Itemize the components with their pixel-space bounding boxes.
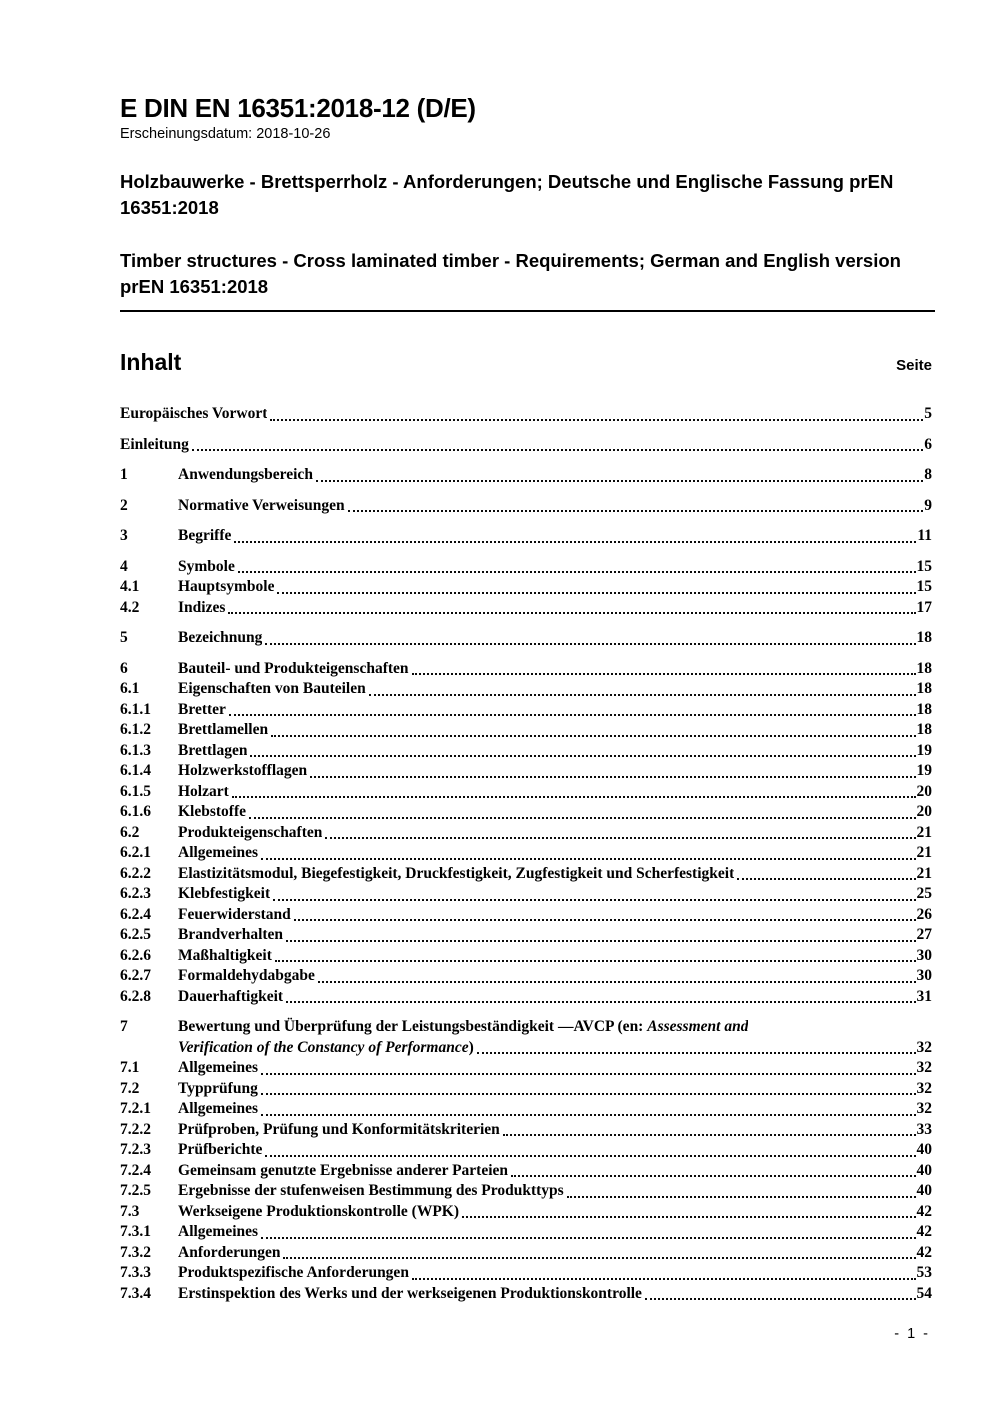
toc-entry-label: Feuerwiderstand [178,905,291,923]
toc-entry [120,864,932,885]
toc-entry [120,1263,932,1284]
toc [120,404,932,1304]
toc-dot-leader [261,1093,916,1095]
toc-page-number: 19 [916,762,932,779]
toc-entry-number: 4 [120,557,128,575]
toc-entry-number: 3 [120,527,128,544]
toc-dot-leader [275,960,916,962]
toc-page-number: 9 [924,496,932,514]
toc-entry-label: Ergebnisse der stufenweisen Bestimmung des Produkttyps [178,1182,564,1199]
toc-entry-label: Prüfproben, Prüfung und Konformitätskriterien [178,1120,500,1138]
toc-dot-leader [277,592,915,594]
toc-entry-number: 6.1.3 [120,741,151,759]
toc-dot-leader [286,1001,915,1003]
toc-dot-leader [325,837,915,839]
toc-entry [120,679,932,700]
toc-entry-label: Anforderungen [178,1243,281,1261]
toc-dot-leader [511,1175,915,1177]
toc-entry-number: 6.2.6 [120,946,151,964]
toc-entry-label: Klebstoffe [178,803,247,820]
toc-entry [120,1079,932,1100]
toc-dot-leader [261,1237,915,1239]
standard-number: E DIN EN 16351:2018-12 (D/E) [120,93,476,123]
toc-entry [120,720,932,741]
toc-entry [120,1017,932,1038]
toc-page-number: 20 [916,782,932,800]
toc-entry-number: 7.3.2 [120,1243,151,1261]
toc-entry-label: Maßhaltigkeit [178,946,272,964]
toc-entry [120,741,932,762]
toc-entry-label: Eigenschaften von Bauteilen [178,680,366,697]
toc-entry-label: Prüfberichte [178,1141,263,1158]
toc-entry-number: 6.2.7 [120,967,151,984]
toc-entry-number: 6.2.1 [120,844,151,861]
toc-page-number: 18 [916,680,932,697]
toc-entry-label: Allgemeines [178,1059,259,1076]
toc-page-number: 32 [916,1079,932,1097]
toc-page-number: 15 [916,557,932,575]
toc-entry [120,884,932,905]
toc-page-number: 20 [916,803,932,820]
toc-entry-number: 6.2.2 [120,864,151,882]
toc-entry-number: 5 [120,629,128,646]
toc-page-number: 18 [916,659,932,677]
toc-page-number: 18 [916,721,932,738]
toc-dot-leader [261,858,915,860]
toc-entry [120,628,932,649]
toc-entry-label: Dauerhaftigkeit [178,987,284,1005]
footer-page-number: - 1 - [894,1326,930,1342]
toc-entry-label: Begriffe [178,527,232,544]
toc-entry-number: 7 [120,1018,128,1035]
toc-page-number: 11 [917,527,932,544]
toc-page-number: 33 [916,1120,932,1138]
toc-entry-number: 7.3.4 [120,1284,151,1302]
toc-entry-number: 7.3.1 [120,1223,151,1240]
document-title-german: Holzbauwerke - Brettsperrholz - Anforderungen; Deutsche und Englische Fassung prEN 16351:2018 [120,171,894,218]
toc-entry-label: Symbole [178,557,235,575]
toc-entry-label: Elastizitätsmodul, Biegefestigkeit, Druckfestigkeit, Zugfestigkeit und Scherfestigkeit [178,864,735,882]
toc-entry [120,598,932,619]
toc-entry-label: Gemeinsam genutzte Ergebnisse anderer Parteien [178,1161,509,1179]
toc-page-number: 32 [916,1059,932,1076]
toc-entry [120,1243,932,1264]
toc-entry-label: Produktspezifische Anforderungen [178,1264,409,1281]
toc-entry-label: Bretter [178,700,226,718]
toc-entry [120,905,932,926]
page-column-label: Seite [896,357,932,374]
toc-page-number: 32 [916,1038,932,1056]
toc-entry [120,465,932,486]
toc-page-number: 17 [916,598,932,616]
toc-entry-number: 7.1 [120,1059,140,1076]
toc-dot-leader [412,673,916,675]
toc-entry-label: Normative Verweisungen [178,496,345,514]
toc-entry [120,577,932,598]
toc-page-number: 40 [916,1161,932,1179]
toc-page-number: 18 [916,700,932,718]
toc-page-number: 25 [916,885,932,902]
toc-entry-label: Holzwerkstofflagen [178,762,308,779]
toc-entry-number: 7.3.3 [120,1264,151,1281]
toc-dot-leader [249,817,915,819]
toc-entry-label: Brandverhalten [178,926,284,943]
toc-entry-number: 7.2.5 [120,1182,151,1199]
toc-page-number: 30 [916,967,932,984]
toc-dot-leader [286,940,915,942]
toc-entry [120,987,932,1008]
toc-entry [120,435,932,456]
toc-dot-leader [271,735,915,737]
toc-entry-number: 6.2.5 [120,926,151,943]
toc-entry [120,557,932,578]
toc-entry [120,496,932,517]
toc-entry [120,823,932,844]
toc-entry [120,1058,932,1079]
toc-dot-leader [229,714,916,716]
toc-entry-label: Holzart [178,782,229,800]
toc-entry-number: 2 [120,496,128,514]
publication-date: Erscheinungsdatum: 2018-10-26 [120,126,331,142]
toc-page-number: 8 [924,466,932,483]
toc-heading: Inhalt [120,349,182,375]
toc-page-number: 18 [916,629,932,646]
toc-dot-leader [250,755,915,757]
toc-dot-leader [238,571,916,573]
toc-dot-leader [265,1155,915,1157]
toc-page-number: 27 [916,926,932,943]
toc-entry-label: Europäisches Vorwort [120,405,268,422]
toc-entry-label: Allgemeines [178,1223,259,1240]
toc-entry-number: 6.1.4 [120,762,151,779]
toc-page-number: 42 [916,1202,932,1220]
toc-dot-leader [261,1073,915,1075]
toc-page-number: 54 [916,1284,932,1302]
toc-entry-number: 4.1 [120,578,140,595]
toc-entry [120,966,932,987]
toc-dot-leader [412,1278,916,1280]
toc-entry [120,843,932,864]
toc-page-number: 53 [916,1264,932,1281]
toc-entry [120,925,932,946]
toc-entry-label: Brettlagen [178,741,248,759]
toc-entry-number: 7.2.3 [120,1141,151,1158]
toc-dot-leader [737,878,915,880]
toc-dot-leader [273,899,915,901]
toc-dot-leader [645,1298,916,1300]
toc-entry-label: Hauptsymbole [178,578,275,595]
toc-entry-label: Anwendungsbereich [178,466,313,483]
toc-entry-label: Werkseigene Produktionskontrolle (WPK) [178,1202,460,1220]
toc-dot-leader [477,1052,916,1054]
toc-dot-leader [232,796,916,798]
toc-dot-leader [318,981,916,983]
toc-dot-leader [310,776,915,778]
toc-entry-number: 4.2 [120,598,140,616]
toc-entry [120,1140,932,1161]
toc-entry [120,761,932,782]
toc-page-number: 6 [924,435,932,453]
toc-entry-label: Typprüfung [178,1079,258,1097]
toc-page-number: 21 [916,823,932,841]
toc-page-number: 15 [916,578,932,595]
toc-entry [120,782,932,803]
toc-entry-label: Allgemeines [178,1100,259,1117]
toc-page-number: 30 [916,946,932,964]
toc-dot-leader [369,694,916,696]
toc-dot-leader [234,541,916,543]
toc-entry-number: 6.1.6 [120,803,151,820]
toc-entry-label: Klebfestigkeit [178,885,271,902]
toc-page-number: 21 [916,844,932,861]
toc-page-number: 5 [924,405,932,422]
toc-dot-leader [294,919,916,921]
toc-entry-number: 6.2.4 [120,905,151,923]
toc-page-number: 40 [916,1141,932,1158]
toc-entry-number: 6.1.5 [120,782,151,800]
toc-page-number: 26 [916,905,932,923]
toc-entry-label: Bezeichnung [178,629,263,646]
toc-dot-leader [261,1114,915,1116]
toc-entry [120,700,932,721]
toc-entry [120,659,932,680]
toc-entry-number: 1 [120,466,128,483]
toc-dot-leader [228,612,915,614]
toc-entry-label: Einleitung [120,435,189,453]
toc-entry-label: Formaldehydabgabe [178,967,315,984]
header-divider [120,310,935,312]
toc-entry-label: Verification of the Constancy of Performance) [178,1038,474,1056]
toc-entry [120,1120,932,1141]
toc-dot-leader [192,449,923,451]
toc-entry-number: 6.2.3 [120,885,151,902]
toc-entry-label: Produkteigenschaften [178,823,323,841]
toc-dot-leader [567,1196,916,1198]
toc-dot-leader [348,510,924,512]
toc-entry-number: 6.2 [120,823,140,841]
toc-entry-label: Bewertung und Überprüfung der Leistungsbeständigkeit —AVCP (en: Assessment and [178,1018,749,1035]
toc-entry-number: 6 [120,659,128,677]
toc-entry [120,1038,932,1059]
toc-page-number: 32 [916,1100,932,1117]
toc-header-row [120,349,932,376]
toc-entry [120,1181,932,1202]
toc-entry-number: 6.1 [120,680,140,697]
toc-entry [120,1161,932,1182]
toc-entry-number: 7.2 [120,1079,140,1097]
toc-entry [120,1202,932,1223]
toc-entry-label: Brettlamellen [178,721,269,738]
toc-dot-leader [503,1134,916,1136]
toc-entry-number: 7.2.4 [120,1161,151,1179]
toc-entry-label: Bauteil- und Produkteigenschaften [178,659,409,677]
toc-dot-leader [270,419,923,421]
toc-entry-number: 7.3 [120,1202,140,1220]
toc-entry [120,946,932,967]
toc-entry-number: 6.1.2 [120,721,151,738]
toc-dot-leader [316,480,923,482]
toc-entry-number: 7.2.1 [120,1100,151,1117]
toc-page-number: 42 [916,1223,932,1240]
toc-entry [120,404,932,425]
toc-entry-label: Allgemeines [178,844,259,861]
toc-entry [120,802,932,823]
toc-dot-leader [462,1216,915,1218]
toc-page-number: 19 [916,741,932,759]
toc-dot-leader [265,643,915,645]
toc-page-number: 40 [916,1182,932,1199]
toc-entry [120,1099,932,1120]
toc-entry [120,526,932,547]
toc-dot-leader [283,1257,915,1259]
toc-entry [120,1284,932,1305]
toc-page-number: 31 [916,987,932,1005]
toc-entry-number: 7.2.2 [120,1120,151,1138]
toc-entry-label: Erstinspektion des Werks und der werkseigenen Produktionskontrolle [178,1284,642,1302]
toc-page-number: 21 [916,864,932,882]
toc-entry-label: Indizes [178,598,226,616]
toc-page-number: 42 [916,1243,932,1261]
document-title-english: Timber structures - Cross laminated timber - Requirements; German and English version prEN 16351:2018 [120,250,901,297]
toc-entry [120,1222,932,1243]
toc-entry-number: 6.1.1 [120,700,151,718]
toc-entry-number: 6.2.8 [120,987,151,1005]
